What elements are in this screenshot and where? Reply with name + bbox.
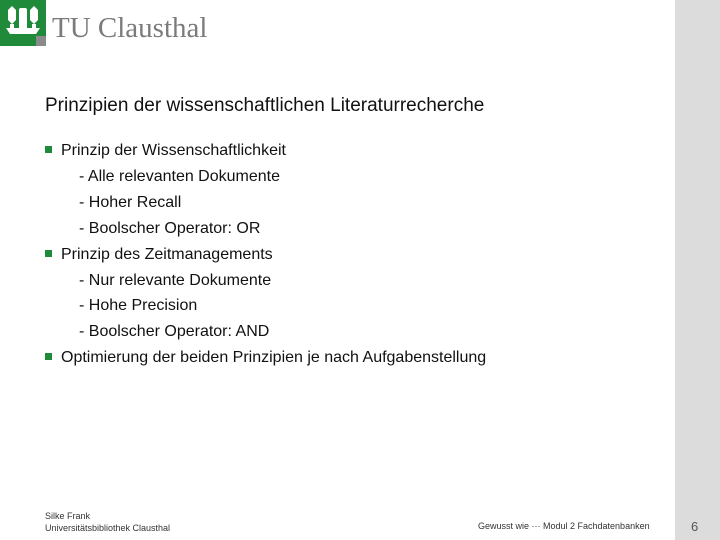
sub-item: - Hohe Precision bbox=[79, 297, 198, 315]
page-number: 6 bbox=[691, 519, 699, 534]
bullet-item bbox=[45, 138, 665, 164]
sub-item: - Boolscher Operator: AND bbox=[79, 323, 270, 341]
square-bullet-icon bbox=[45, 250, 52, 257]
bullet-item bbox=[45, 345, 665, 371]
square-bullet-icon bbox=[45, 353, 52, 360]
slide-title: Prinzipien der wissenschaftlichen Literaturrecherche bbox=[45, 95, 485, 116]
bullet-item bbox=[45, 242, 665, 268]
bullet-text: Optimierung der beiden Prinzipien je nach Aufgabenstellung bbox=[61, 349, 487, 367]
footer-module-title: Gewusst wie ··· Modul 2 Fachdatenbanken bbox=[478, 521, 650, 531]
footer-author-block bbox=[45, 510, 170, 534]
sub-item: - Hoher Recall bbox=[79, 193, 182, 211]
sub-item: - Boolscher Operator: OR bbox=[79, 219, 261, 237]
logo-text: TU Clausthal bbox=[52, 12, 208, 44]
sub-item: - Alle relevanten Dokumente bbox=[79, 167, 280, 185]
logo-gray-square bbox=[36, 36, 46, 46]
slide-content bbox=[45, 138, 665, 371]
footer-institution: Universitätsbibliothek Clausthal bbox=[45, 523, 171, 533]
sub-item: - Nur relevante Dokumente bbox=[79, 271, 272, 289]
footer-author: Silke Frank bbox=[45, 511, 91, 521]
bullet-text: Prinzip des Zeitmanagements bbox=[61, 245, 273, 263]
right-sidebar-strip bbox=[675, 0, 720, 540]
bullet-text: Prinzip der Wissenschaftlichkeit bbox=[61, 142, 286, 159]
tu-clausthal-logo bbox=[0, 0, 250, 48]
square-bullet-icon bbox=[45, 146, 52, 153]
